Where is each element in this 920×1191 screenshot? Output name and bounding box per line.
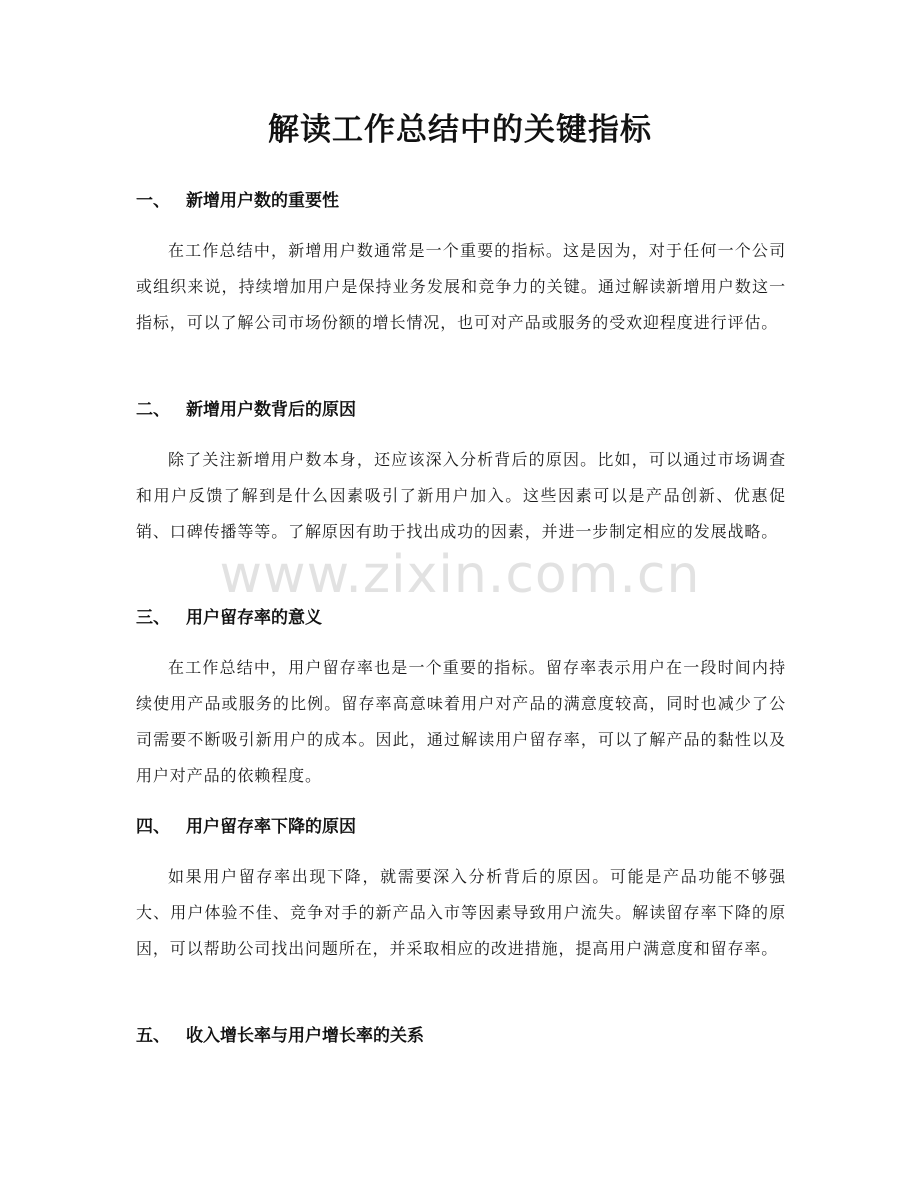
document-title: 解读工作总结中的关键指标: [268, 112, 652, 148]
section-heading-1: [136, 189, 339, 213]
section-body-1: 在工作总结中，新增用户数通常是一个重要的指标。这是因为，对于任何一个公司或组织来说，持续增加用户是保持业务发展和竞争力的关键。通过解读新增用户数这一指标，可以了解公司市场份额的增长情况，也可对产品或服务的受欢迎程度进行评估。: [136, 241, 786, 332]
section-number-1: 一、: [136, 191, 170, 211]
section-title-1: 新增用户数的重要性: [186, 191, 339, 211]
section-title-4: 用户留存率下降的原因: [186, 817, 356, 837]
section-body-3: 在工作总结中，用户留存率也是一个重要的指标。留存率表示用户在一段时间内持续使用产品或服务的比例。留存率高意味着用户对产品的满意度较高，同时也减少了公司需要不断吸引新用户的成本。因此，通过解读用户留存率，可以了解产品的黏性以及用户对产品的依赖程度。: [136, 658, 786, 785]
section-heading-5: [136, 1024, 424, 1048]
section-body-4: 如果用户留存率出现下降，就需要深入分析背后的原因。可能是产品功能不够强大、用户体验不佳、竞争对手的新产品入市等因素导致用户流失。解读留存率下降的原因，可以帮助公司找出问题所在，并采取相应的改进措施，提高用户满意度和留存率。: [136, 867, 786, 958]
section-number-4: 四、: [136, 817, 170, 837]
section-heading-2: [136, 398, 356, 422]
section-title-3: 用户留存率的意义: [186, 608, 322, 628]
section-heading-3: [136, 606, 322, 630]
section-number-3: 三、: [136, 608, 170, 628]
section-number-2: 二、: [136, 400, 170, 420]
section-title-2: 新增用户数背后的原因: [186, 400, 356, 420]
watermark: www.zixin.com.cn: [219, 545, 701, 605]
section-number-5: 五、: [136, 1026, 170, 1046]
section-title-5: 收入增长率与用户增长率的关系: [186, 1026, 424, 1046]
section-heading-4: [136, 815, 356, 839]
section-body-2: 除了关注新增用户数本身，还应该深入分析背后的原因。比如，可以通过市场调查和用户反馈了解到是什么因素吸引了新用户加入。这些因素可以是产品创新、优惠促销、口碑传播等等。了解原因有助于找出成功的因素，并进一步制定相应的发展战略。: [136, 450, 786, 541]
